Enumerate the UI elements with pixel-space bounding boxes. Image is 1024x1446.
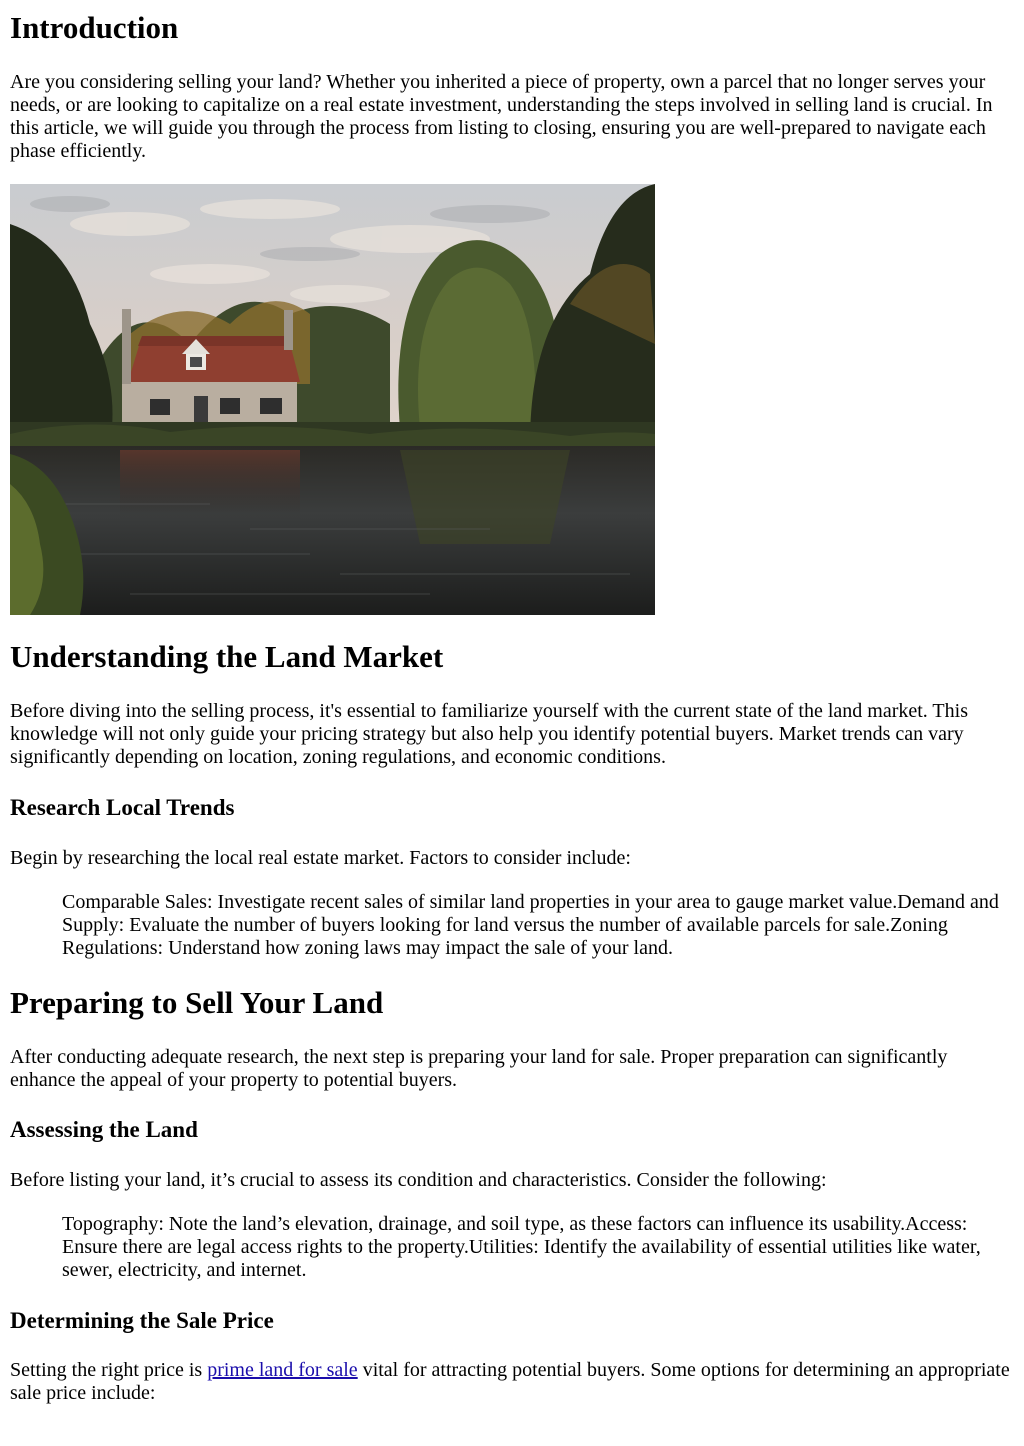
pricing-text-before: Setting the right price is — [10, 1359, 208, 1381]
market-heading: Understanding the Land Market — [10, 639, 444, 674]
assessing-heading: Assessing the Land — [10, 1117, 198, 1142]
preparing-paragraph: After conducting adequate research, the next step is preparing your land for sale. Proper preparation can significantly enhance the appeal of your property to potential buyers. — [10, 1046, 948, 1091]
research-factors-list: Comparable Sales: Investigate recent sales of similar land properties in your area to gauge market value.Demand and Supply: Evaluate the number of buyers looking for land versus the number of available parcels for sale.Zoning Regulations: Understand how zoning laws may impact the sale of your land. — [62, 891, 999, 959]
prime-land-for-sale-link[interactable]: prime land for sale — [207, 1359, 358, 1381]
intro-heading: Introduction — [10, 10, 179, 45]
intro-paragraph: Are you considering selling your land? Whether you inherited a piece of property, own a parcel that no longer serves your needs, or are looking to capitalize on a real estate investment, understanding the steps involved in selling land is crucial. In this article, we will guide you through the process from listing to closing, ensuring you are well-prepared to navigate each phase efficiently. — [10, 71, 993, 162]
pricing-heading: Determining the Sale Price — [10, 1308, 274, 1333]
preparing-heading: Preparing to Sell Your Land — [10, 985, 384, 1020]
lakeside-cottage-photo — [10, 184, 655, 615]
assessing-factors-list: Topography: Note the land’s elevation, drainage, and soil type, as these factors can influence its usability.Access: Ensure there are legal access rights to the property.Utilities: Identify the availability of essential utilities like water, sewer, electricity, and internet. — [62, 1213, 981, 1281]
pricing-text-after: vital for attracting potential buyers. Some options for determining an appropriate sale price include: — [10, 1359, 1010, 1404]
market-paragraph: Before diving into the selling process, it's essential to familiarize yourself with the current state of the land market. This knowledge will not only guide your pricing strategy but also help you identify potential buyers. Market trends can vary significantly depending on location, zoning regulations, and economic conditions. — [10, 700, 968, 768]
research-heading: Research Local Trends — [10, 795, 235, 820]
assessing-paragraph: Before listing your land, it’s crucial to assess its condition and characteristics. Consider the following: — [10, 1169, 827, 1191]
pricing-paragraph — [10, 1359, 1014, 1405]
research-paragraph: Begin by researching the local real estate market. Factors to consider include: — [10, 847, 631, 869]
intro-section — [10, 10, 178, 46]
